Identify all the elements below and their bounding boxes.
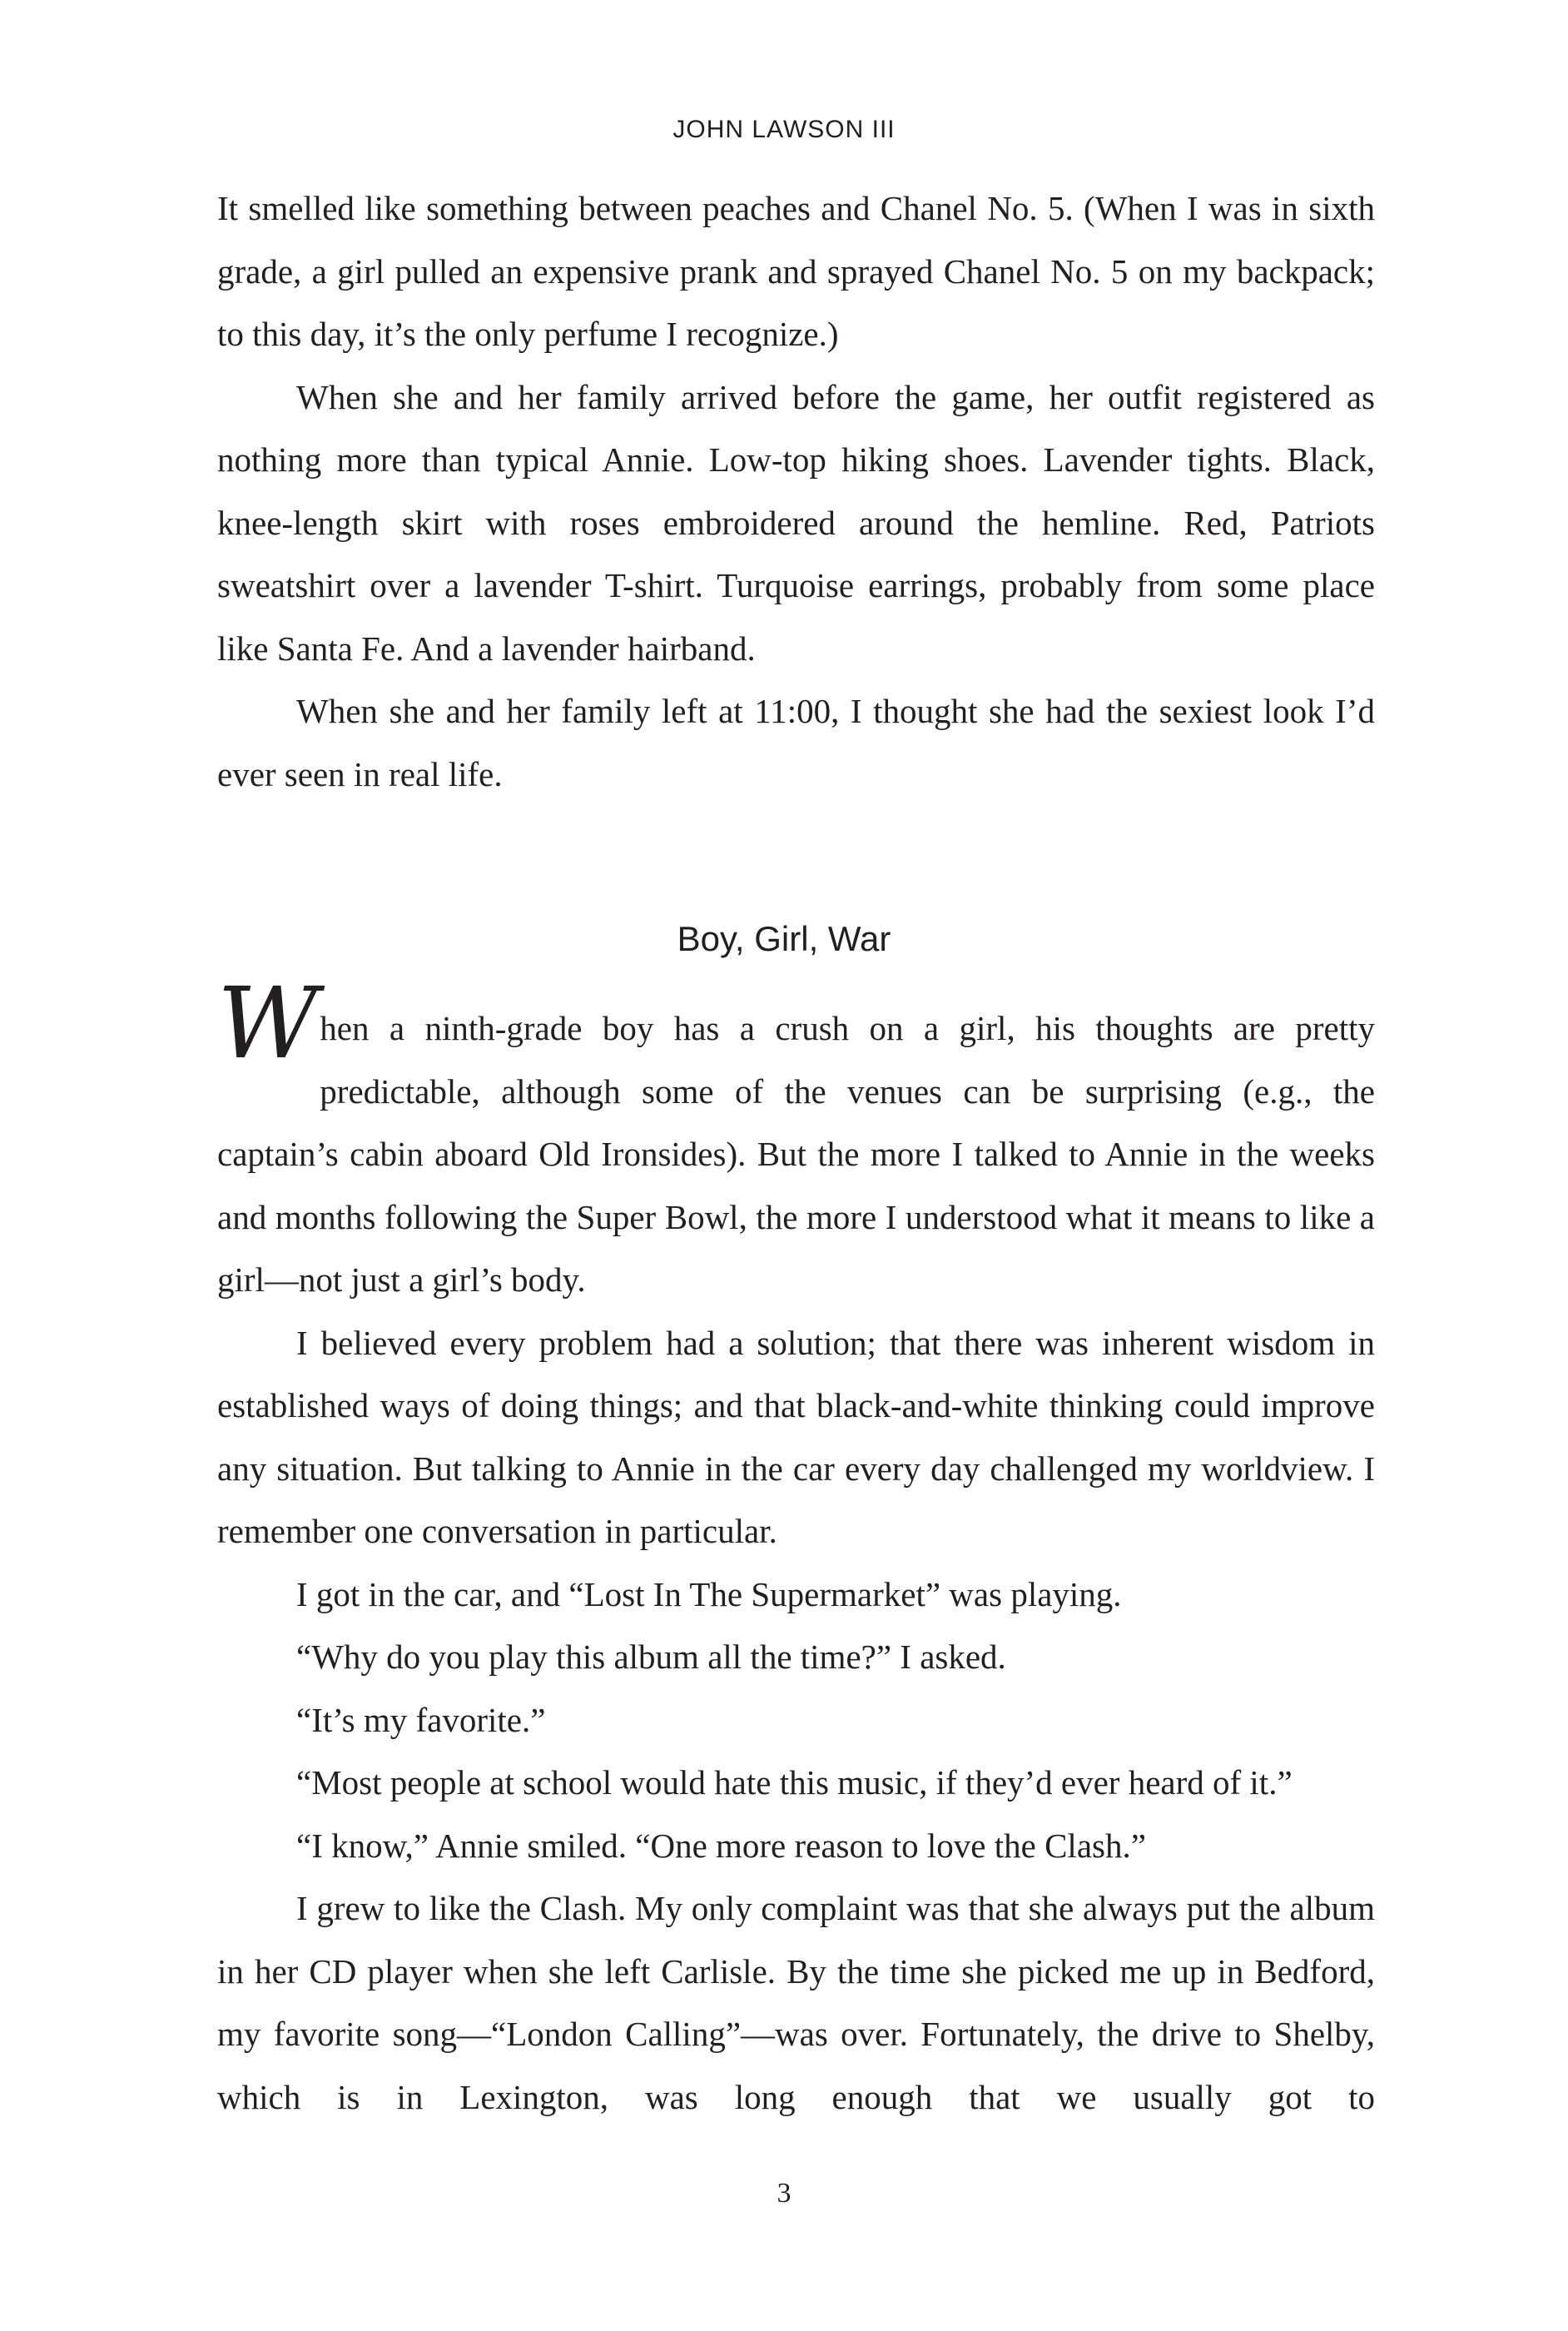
paragraph: I got in the car, and “Lost In The Supermarket” was playing. xyxy=(296,1574,1122,1613)
paragraph: “Why do you play this album all the time?” I asked. xyxy=(296,1638,1006,1676)
drop-cap: W xyxy=(217,966,319,1081)
running-head: JOHN LAWSON III xyxy=(672,116,896,143)
paragraph: “I know,” Annie smiled. “One more reason to love the Clash.” xyxy=(296,1826,1146,1865)
paragraph: I believed every problem had a solution; that there was inherent wisdom in established ways of doing things; and that black-and-white thinking could improve any situation. But talking to Annie in the car every day challenged my worldview. I remember one conversation in particular. xyxy=(217,1323,1375,1550)
paragraph: “Most people at school would hate this music, if they’d ever heard of it.” xyxy=(296,1763,1293,1802)
opening-paragraph xyxy=(217,966,1375,1312)
page-number: 3 xyxy=(777,2178,791,2209)
paragraph: When she and her family arrived before the game, her outfit registered as nothing more than typical Annie. Low-top hiking shoes. Lavender tights. Black, knee-length skirt with roses embroidered around the hemline. Red, Patriots sweatshirt over a lavender T-shirt. Turquoise earrings, probably from some place like Santa Fe. And a lavender hairband. xyxy=(217,377,1375,668)
paragraph: It smelled like something between peaches and Chanel No. 5. (When I was in sixth grade, a girl pulled an expensive prank and sprayed Chanel No. 5 on my backpack; to this day, it’s the only perfume I recognize.) xyxy=(217,189,1375,353)
paragraph: When she and her family left at 11:00, I thought she had the sexiest look I’d ever seen in real life. xyxy=(217,692,1375,793)
chapter-title: Boy, Girl, War xyxy=(677,919,891,958)
paragraph: I grew to like the Clash. My only complaint was that she always put the album in her CD player when she left Carlisle. By the time she picked me up in Bedford, my favorite song—“London Calling”—was over. Fortunately, the drive to Shelby, which is in Lexington, was long enough that we usually got to xyxy=(217,1889,1375,2116)
opening-paragraph-text: hen a ninth-grade boy has a crush on a girl, his thoughts are pretty predictable, although some of the venues can be surprising (e.g., the captain’s cabin aboard Old Ironsides). But the more I talked to Annie in the weeks and months following the Super Bowl, the more I understood what it means to like a girl—not just a girl’s body. xyxy=(217,1009,1375,1299)
paragraph: “It’s my favorite.” xyxy=(296,1700,546,1739)
body-text-top xyxy=(217,177,1375,806)
body-text-chapter xyxy=(217,966,1375,2129)
